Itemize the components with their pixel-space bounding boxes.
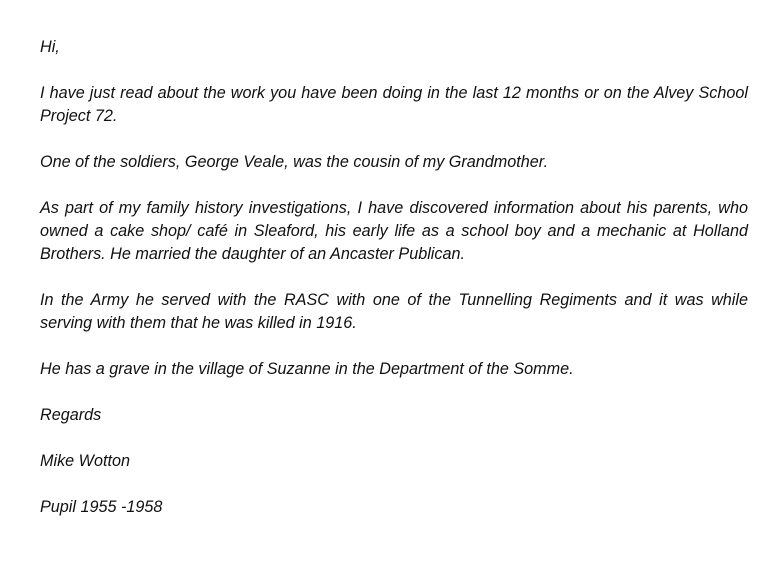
paragraph-grave: He has a grave in the village of Suzanne in the Department of the Somme. — [40, 360, 574, 378]
paragraph-army-service: In the Army he served with the RASC with one of the Tunnelling Regiments and it was while serving with them that he was killed in 1916. — [40, 291, 748, 332]
greeting: Hi, — [40, 38, 60, 56]
paragraph-family-history: As part of my family history investigations, I have discovered information about his parents, who owned a cake shop/ café in Sleaford, his early life as a school boy and a mechanic at Holland Brothers. He married the daughter of an Ancaster Publican. — [40, 199, 748, 263]
signature: Mike Wotton — [40, 452, 130, 470]
paragraph-relation: One of the soldiers, George Veale, was the cousin of my Grandmother. — [40, 153, 549, 171]
paragraph-intro: I have just read about the work you have been doing in the last 12 months or on the Alvey School Project 72. — [40, 84, 748, 125]
letter-body — [40, 36, 748, 542]
signer-role: Pupil 1955 -1958 — [40, 498, 163, 516]
closing: Regards — [40, 406, 102, 424]
